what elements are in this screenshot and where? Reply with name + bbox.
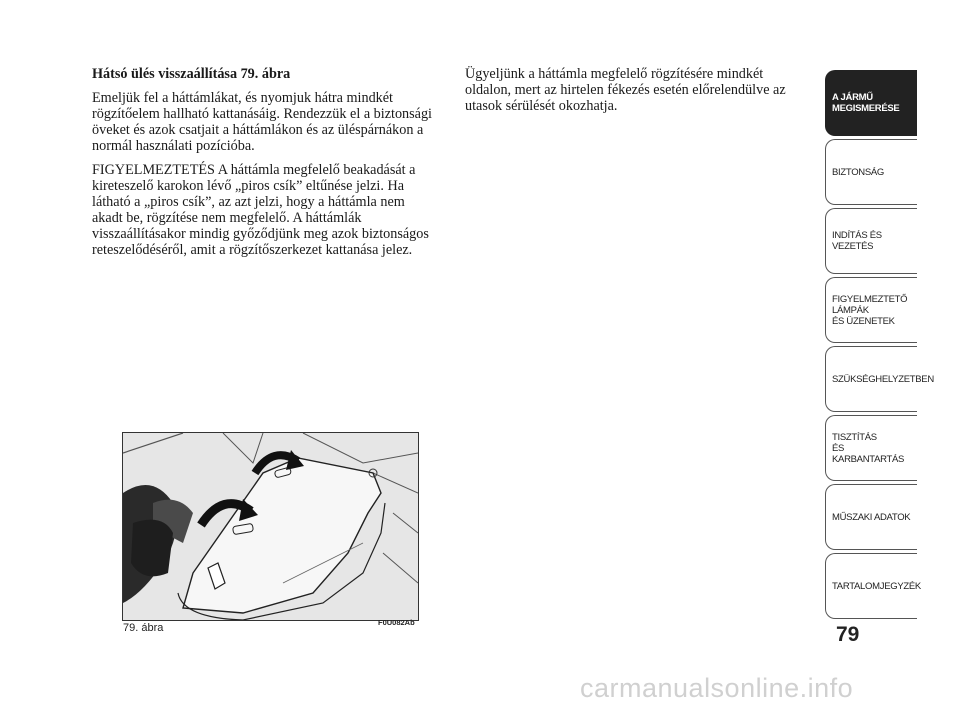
tab-tisztitas-karbantartas[interactable]: TISZTÍTÁS ÉS KARBANTARTÁS [825,415,917,481]
tab-jarmu-megismerese[interactable]: A JÁRMŰ MEGISMERÉSE [825,70,917,136]
tab-figyelmezteto-lampak[interactable]: FIGYELMEZTETŐ LÁMPÁK ÉS ÜZENETEK [825,277,917,343]
left-column [92,66,437,266]
section-heading: Hátsó ülés visszaállítása 79. ábra [92,66,291,82]
figure-caption: 79. ábra [123,622,164,634]
tab-szukseghelyzetben[interactable]: SZÜKSÉGHELYZETBEN [825,346,917,412]
tab-muszaki-adatok[interactable]: MŰSZAKI ADATOK [825,484,917,550]
watermark: carmanualsonline.info [580,673,854,703]
page-number: 79 [836,623,860,646]
figure-79-illustration [122,432,419,621]
safety-paragraph: Ügyeljünk a háttámla megfelelő rögzítésére mindkét oldalon, mert az hirtelen fékezés esetén előrelendülve az utasok sérülését okozhatja. [465,66,786,114]
chapter-sidebar [825,70,934,618]
right-column [465,66,810,114]
rear-seat-illustration [123,433,418,620]
figure-code: F0U082Ab [378,618,415,627]
warning-paragraph: FIGYELMEZTETÉS A háttámla megfelelő beakadását a kireteszelő karokon lévő „piros csík” eltűnése jelzi. Ha látható a „piros csík”, az azt jelzi, hogy a háttámla nem akadt be, rögzítése nem megfelelő. A háttámlák visszaállításakor mindig győződjünk meg azok biztonságos reteszelődéséről, amit a rögzítőszerkezet kattanása jelez. [92,162,429,258]
instruction-paragraph: Emeljük fel a háttámlákat, és nyomjuk hátra mindkét rögzítőelem hallható kattanásáig. Rendezzük el a biztonsági öveket és azok csatjait a háttámlákon és az üléspárnákon a normál használati pozícióba. [92,90,432,154]
tab-inditas-es-vezetes[interactable]: INDÍTÁS ÉS VEZETÉS [825,208,917,274]
tab-biztonsag[interactable]: BIZTONSÁG [825,139,917,205]
tab-tartalomjegyzek[interactable]: TARTALOMJEGYZÉK [825,553,917,619]
